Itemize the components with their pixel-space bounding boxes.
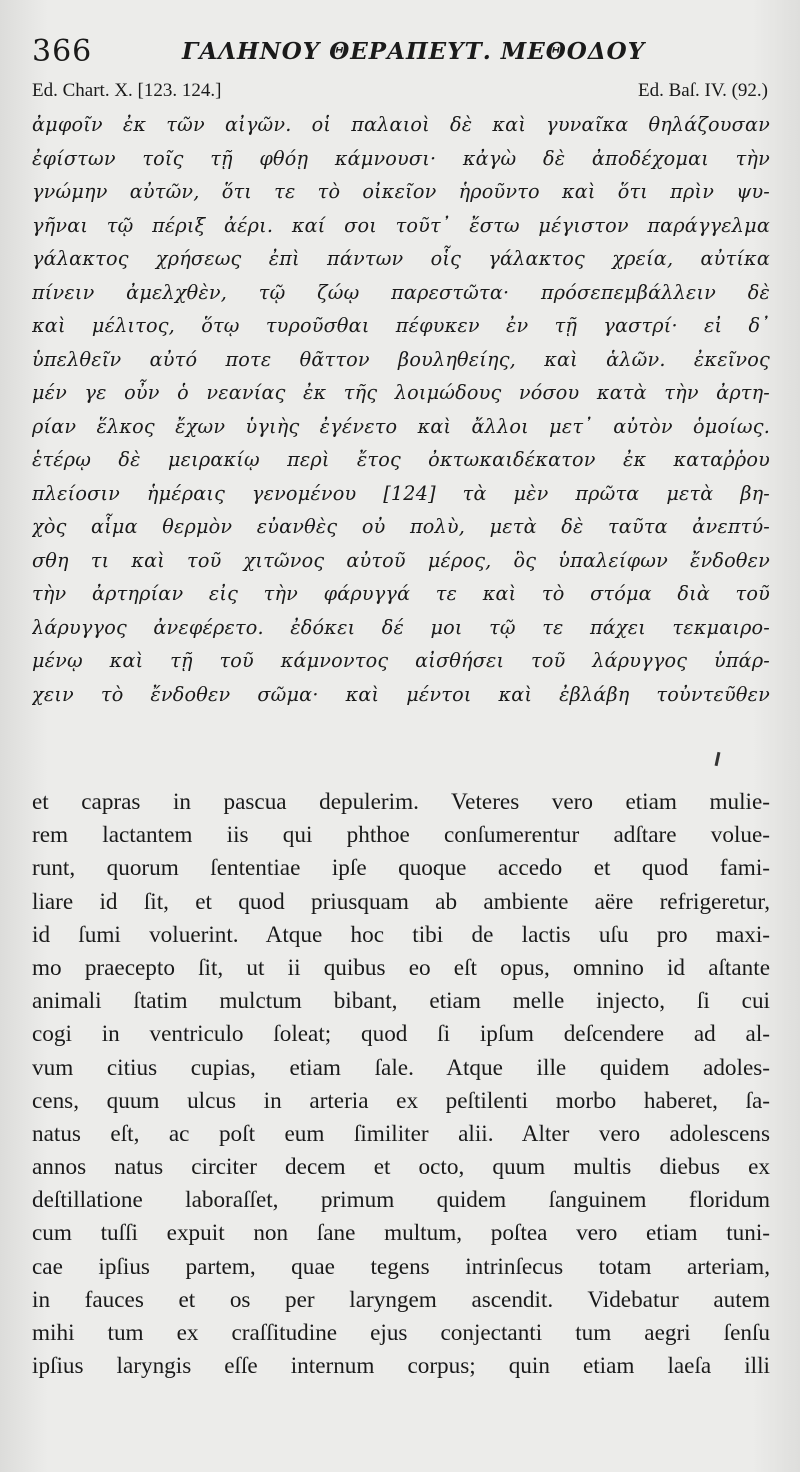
greek-text-line: γάλακτος χρήσεως ἐπὶ πάντων οἷς γάλακτος χρεία, αὐτίκα xyxy=(32,247,770,270)
greek-text-line: ἑτέρῳ δὲ μειρακίῳ περὶ ἔτος ὀκτωκαιδέκατον ἐκ καταῤῥου xyxy=(32,448,770,471)
greek-text-line: γῆναι τῷ πέριξ ἀέρι. καί σοι τοῦτ᾽ ἔστω μέγιστον παράγγελμα xyxy=(32,213,770,237)
latin-text-line: cens, quum ulcus in arteria ex peſtilenti morbo haberet, ſa- xyxy=(32,1087,770,1114)
latin-text-line: mo praecepto ſit, ut ii quibus eo eſt opus, omnino id aſtante xyxy=(32,954,770,981)
edition-references xyxy=(32,80,768,110)
greek-text-line: μέν γε οὖν ὁ νεανίας ἐκ τῆς λοιμώδους νόσου κατὰ τὴν ἀρτη- xyxy=(32,381,770,404)
latin-text-line: cae ipſius partem, quae tegens intrinſecus totam arteriam, xyxy=(32,1253,770,1280)
latin-text-line: ipſius laryngis eſſe internum corpus; quin etiam laeſa illi xyxy=(32,1353,770,1380)
greek-text-line: γνώμην αὐτῶν, ὅτι τε τὸ οἰκεῖον ἡροῦντο καὶ ὅτι πρὶν ψυ- xyxy=(32,180,770,203)
greek-text-line: ἐφίστων τοῖς τῇ φθόῃ κάμνουσι· κἀγὼ δὲ ἀποδέχομαι τὴν xyxy=(32,146,770,170)
running-title: ΓΑΛΗΝΟΥ ΘΕΡΑΠΕΥΤ. ΜΕΘΟΔΟΥ xyxy=(182,38,646,65)
latin-text-line: vum citius cupias, etiam ſale. Atque ille quidem adoles- xyxy=(32,1054,770,1081)
greek-text-line: ὑπελθεῖν αὐτό ποτε θᾶττον βουληθείης, καὶ ἁλῶν. ἐκεῖνος xyxy=(32,347,770,371)
greek-text-line: λάρυγγος ἀνεφέρετο. ἐδόκει δέ μοι τῷ τε πάχει τεκμαιρο- xyxy=(32,615,770,639)
greek-text-line: χὸς αἷμα θερμὸν εὐανθὲς οὐ πολὺ, μετὰ δὲ ταῦτα ἀνεπτύ- xyxy=(32,515,770,538)
greek-text-line: ἀμφοῖν ἐκ τῶν αἰγῶν. οἱ παλαιοὶ δὲ καὶ γυναῖκα θηλάζουσαν xyxy=(32,113,770,136)
greek-text-line: καὶ μέλιτος, ὅτῳ τυροῦσθαι πέφυκεν ἐν τῇ γαστρί· εἰ δ᾽ xyxy=(32,314,770,337)
latin-text-line: in fauces et os per laryngem ascendit. Videbatur autem xyxy=(32,1286,770,1313)
ink-mark xyxy=(715,752,721,766)
greek-text-line: μένῳ καὶ τῇ τοῦ κάμνοντος αἰσθήσει τοῦ λάρυγγος ὑπάρ- xyxy=(32,649,770,672)
greek-text-line: πίνειν ἀμελχθὲν, τῷ ζώῳ παρεστῶτα· πρόσεπεμβάλλειν δὲ xyxy=(32,280,770,304)
greek-text-line: πλείοσιν ἡμέραις γενομένου [124] τὰ μὲν πρῶτα μετὰ βη- xyxy=(32,481,770,505)
latin-text-line: deſtillatione laboraſſet, primum quidem ſanguinem floridum xyxy=(32,1187,770,1214)
latin-text-line: natus eſt, ac poſt eum ſimiliter alii. Alter vero adolescens xyxy=(32,1120,770,1147)
greek-text-block xyxy=(32,108,770,711)
latin-text-line: annos natus circiter decem et octo, quum multis diebus ex xyxy=(32,1154,770,1181)
latin-text-line: liare id ſit, et quod priusquam ab ambiente aëre refrigeretur, xyxy=(32,888,770,915)
edition-reference-chartier: Ed. Chart. X. [123. 124.] xyxy=(32,80,222,101)
greek-text-line: χειν τὸ ἔνδοθεν σῶμα· καὶ μέντοι καὶ ἐβλάβη τοὐντεῦθεν xyxy=(32,682,770,706)
latin-text-line: et capras in pascua depulerim. Veteres vero etiam mulie- xyxy=(32,789,770,815)
latin-text-line: animali ſtatim mulctum bibant, etiam melle injecto, ſi cui xyxy=(32,988,770,1015)
greek-text-line: ρίαν ἕλκος ἔχων ὑγιὴς ἐγένετο καὶ ἄλλοι μετ᾽ αὐτὸν ὁμοίως. xyxy=(32,414,770,438)
latin-text-block xyxy=(32,786,770,1383)
greek-text-line: σθη τι καὶ τοῦ χιτῶνος αὐτοῦ μέρος, ὃς ὑπαλείφων ἔνδοθεν xyxy=(32,548,770,572)
latin-text-line: mihi tum ex craſſitudine ejus conjectanti tum aegri ſenſu xyxy=(32,1320,770,1346)
latin-text-line: cum tuſſi expuit non ſane multum, poſtea vero etiam tuni- xyxy=(32,1220,770,1247)
greek-text-line: τὴν ἀρτηρίαν εἰς τὴν φάρυγγά τε καὶ τὸ στόμα διὰ τοῦ xyxy=(32,582,770,605)
latin-text-line: cogi in ventriculo ſoleat; quod ſi ipſum deſcendere ad al- xyxy=(32,1021,770,1048)
page-number: 366 xyxy=(32,34,93,69)
edition-reference-basel: Ed. Baſ. IV. (92.) xyxy=(638,80,768,101)
page-header xyxy=(32,34,772,74)
latin-text-line: id ſumi voluerint. Atque hoc tibi de lactis uſu pro maxi- xyxy=(32,921,770,948)
latin-text-line: runt, quorum ſententiae ipſe quoque accedo et quod fami- xyxy=(32,855,770,882)
latin-text-line: rem lactantem iis qui phthoe conſumerentur adſtare volue- xyxy=(32,822,770,849)
